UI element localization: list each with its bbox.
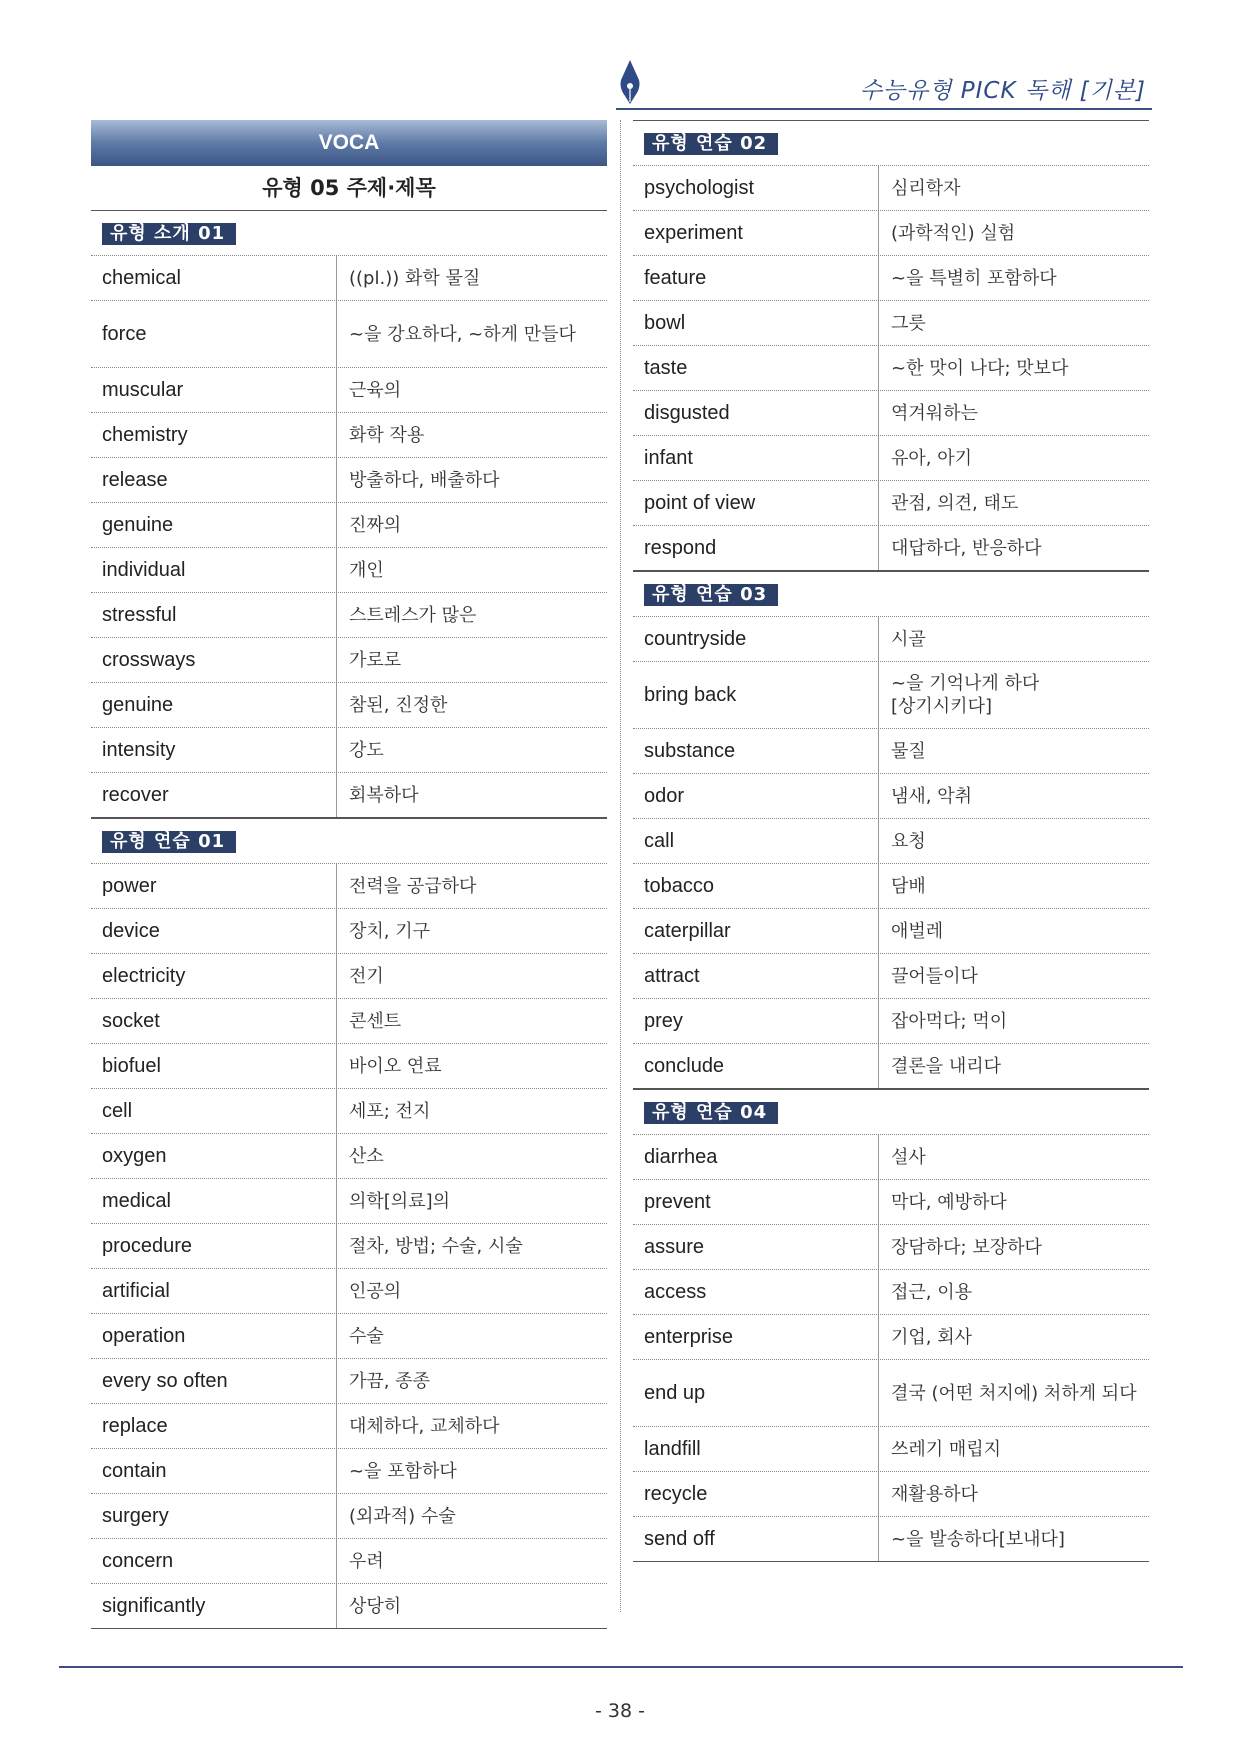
vocab-meaning: 상당히 <box>349 1595 402 1617</box>
vocab-row <box>633 211 1149 256</box>
vocab-meaning: 수술 <box>349 1325 384 1347</box>
vocab-word: surgery <box>91 1494 337 1538</box>
vocab-row <box>633 436 1149 481</box>
vocab-row <box>91 1404 607 1449</box>
vocab-meaning: 개인 <box>349 559 384 581</box>
vocab-row <box>91 1359 607 1404</box>
vocab-word: medical <box>91 1179 337 1223</box>
footer-rule <box>59 1666 1183 1668</box>
vocab-row <box>633 391 1149 436</box>
vocab-meaning: 요청 <box>891 830 926 852</box>
vocab-meaning: 가끔, 종종 <box>349 1370 430 1392</box>
section-header <box>91 211 607 256</box>
vocab-meaning: ~을 포함하다 <box>349 1460 457 1482</box>
vocab-row <box>633 617 1149 662</box>
vocab-word: countryside <box>633 617 879 661</box>
vocab-word: point of view <box>633 481 879 525</box>
vocab-meaning: 전력을 공급하다 <box>349 875 477 897</box>
vocab-meaning: ~을 강요하다, ~하게 만들다 <box>349 323 576 345</box>
vocab-word: socket <box>91 999 337 1043</box>
vocab-row <box>633 346 1149 391</box>
vocab-meaning: ~을 발송하다[보내다] <box>891 1528 1065 1550</box>
vocab-meaning: 막다, 예방하다 <box>891 1191 1007 1213</box>
vocab-meaning: (외과적) 수술 <box>349 1505 456 1527</box>
vocab-word: tobacco <box>633 864 879 908</box>
vocab-meaning: 회복하다 <box>349 784 419 806</box>
vocab-word: caterpillar <box>633 909 879 953</box>
vocab-meaning: (과학적인) 실험 <box>891 222 1016 244</box>
vocab-meaning: 화학 작용 <box>349 424 425 446</box>
vocab-row <box>633 774 1149 819</box>
page-number: - 38 - <box>595 1700 645 1722</box>
vocab-meaning: 스트레스가 많은 <box>349 604 477 626</box>
vocab-meaning: 대답하다, 반응하다 <box>891 537 1042 559</box>
vocab-row <box>633 1180 1149 1225</box>
vocab-word: disgusted <box>633 391 879 435</box>
vocab-word: intensity <box>91 728 337 772</box>
vocab-row <box>91 1539 607 1584</box>
vocab-word: significantly <box>91 1584 337 1628</box>
unit-title: 유형 05 주제·제목 <box>91 166 607 211</box>
vocab-meaning: 가로로 <box>349 649 402 671</box>
vocab-meaning: 쓰레기 매립지 <box>891 1438 1002 1460</box>
section-header <box>633 120 1149 166</box>
vocab-row <box>633 1427 1149 1472</box>
vocab-word: send off <box>633 1517 879 1561</box>
vocab-word: genuine <box>91 503 337 547</box>
vocab-meaning: 심리학자 <box>891 177 961 199</box>
vocab-row <box>633 301 1149 346</box>
vocab-word: chemical <box>91 256 337 300</box>
vocab-word: procedure <box>91 1224 337 1268</box>
vocab-row <box>91 638 607 683</box>
vocab-word: individual <box>91 548 337 592</box>
vocab-meaning: 잡아먹다; 먹이 <box>891 1010 1008 1032</box>
vocab-meaning: 장담하다; 보장하다 <box>891 1236 1042 1258</box>
vocab-word: bowl <box>633 301 879 345</box>
section-label: 유형 연습 03 <box>644 584 778 606</box>
vocab-row <box>91 1584 607 1629</box>
vocab-meaning: 전기 <box>349 965 384 987</box>
vocab-word: release <box>91 458 337 502</box>
vocab-meaning: 결국 (어떤 처지에) 처하게 되다 <box>891 1382 1137 1404</box>
vocab-meaning: ((pl.)) 화학 물질 <box>349 267 481 289</box>
vocab-word: operation <box>91 1314 337 1358</box>
voca-banner: VOCA <box>91 120 607 166</box>
vocab-meaning: 결론을 내리다 <box>891 1055 1002 1077</box>
vocab-row <box>633 909 1149 954</box>
vocab-row <box>633 1225 1149 1270</box>
vocab-meaning: 애벌레 <box>891 920 944 942</box>
vocab-word: bring back <box>633 662 879 728</box>
vocab-meaning: 바이오 연료 <box>349 1055 442 1077</box>
vocab-meaning: 강도 <box>349 739 384 761</box>
vocab-meaning: 역겨워하는 <box>891 402 978 424</box>
vocab-meaning: 재활용하다 <box>891 1483 978 1505</box>
vocab-row <box>91 368 607 413</box>
vocab-meaning: 설사 <box>891 1146 926 1168</box>
vocab-meaning: 방출하다, 배출하다 <box>349 469 500 491</box>
vocab-row <box>633 1044 1149 1089</box>
vocab-word: respond <box>633 526 879 570</box>
vocab-meaning: 물질 <box>891 740 926 762</box>
vocab-row <box>91 773 607 818</box>
vocab-meaning: 대체하다, 교체하다 <box>349 1415 500 1437</box>
vocab-word: device <box>91 909 337 953</box>
section-label: 유형 소개 01 <box>102 223 236 245</box>
vocab-word: crossways <box>91 638 337 682</box>
vocab-word: conclude <box>633 1044 879 1088</box>
vocab-word: experiment <box>633 211 879 255</box>
vocab-meaning: 콘센트 <box>349 1010 402 1032</box>
vocab-meaning: 시골 <box>891 628 926 650</box>
vocab-row <box>91 503 607 548</box>
vocab-row <box>91 1224 607 1269</box>
left-column <box>91 120 607 1629</box>
section-label: 유형 연습 01 <box>102 831 236 853</box>
vocab-word: genuine <box>91 683 337 727</box>
vocab-word: substance <box>633 729 879 773</box>
vocab-row <box>633 1472 1149 1517</box>
vocab-row <box>91 864 607 909</box>
vocab-row <box>91 1089 607 1134</box>
vocab-row <box>91 728 607 773</box>
vocab-word: landfill <box>633 1427 879 1471</box>
vocab-word: stressful <box>91 593 337 637</box>
section-header <box>633 571 1149 617</box>
vocab-word: end up <box>633 1360 879 1426</box>
vocab-row <box>91 1314 607 1359</box>
vocab-meaning: 접근, 이용 <box>891 1281 972 1303</box>
vocab-meaning: 진짜의 <box>349 514 402 536</box>
vocab-meaning: 담배 <box>891 875 926 897</box>
vocab-row <box>91 1134 607 1179</box>
vocab-word: power <box>91 864 337 908</box>
section-label: 유형 연습 04 <box>644 1102 778 1124</box>
vocab-row <box>91 909 607 954</box>
vocab-row <box>91 256 607 301</box>
section-header <box>91 818 607 864</box>
vocab-row <box>633 256 1149 301</box>
vocab-word: odor <box>633 774 879 818</box>
vocab-word: enterprise <box>633 1315 879 1359</box>
vocab-word: electricity <box>91 954 337 998</box>
vocab-word: replace <box>91 1404 337 1448</box>
vocab-meaning: 인공의 <box>349 1280 402 1302</box>
vocab-row <box>91 954 607 999</box>
vocab-meaning: 유아, 아기 <box>891 447 972 469</box>
vocab-row <box>91 413 607 458</box>
vocab-word: diarrhea <box>633 1135 879 1179</box>
vocab-row <box>633 1360 1149 1427</box>
vocab-row <box>633 1315 1149 1360</box>
vocab-word: infant <box>633 436 879 480</box>
vocab-row <box>91 1494 607 1539</box>
vocab-meaning: ~한 맛이 나다; 맛보다 <box>891 357 1069 379</box>
vocab-word: prevent <box>633 1180 879 1224</box>
vocab-row <box>91 548 607 593</box>
vocab-word: concern <box>91 1539 337 1583</box>
vocab-word: artificial <box>91 1269 337 1313</box>
fountain-pen-icon <box>615 58 645 108</box>
vocab-row <box>633 864 1149 909</box>
vocab-row <box>633 166 1149 211</box>
vocab-row <box>91 683 607 728</box>
vocab-row <box>633 729 1149 774</box>
vocab-meaning: 산소 <box>349 1145 384 1167</box>
vocab-meaning: 참된, 진정한 <box>349 694 448 716</box>
vocab-word: access <box>633 1270 879 1314</box>
right-column <box>633 120 1149 1562</box>
vocab-row <box>91 1179 607 1224</box>
vocab-meaning: 끌어들이다 <box>891 965 978 987</box>
vocab-word: cell <box>91 1089 337 1133</box>
vocab-meaning: 냄새, 악취 <box>891 785 972 807</box>
vocab-row <box>91 999 607 1044</box>
vocab-row <box>633 999 1149 1044</box>
vocab-word: force <box>91 301 337 367</box>
column-divider <box>620 120 621 1612</box>
vocab-meaning: 근육의 <box>349 379 402 401</box>
vocab-row <box>633 662 1149 729</box>
header-rule <box>616 108 1152 110</box>
vocab-row <box>633 1270 1149 1315</box>
section-label: 유형 연습 02 <box>644 133 778 155</box>
section-header <box>633 1089 1149 1135</box>
vocab-row <box>91 1269 607 1314</box>
vocab-word: contain <box>91 1449 337 1493</box>
vocab-row <box>633 954 1149 999</box>
vocab-row <box>91 1449 607 1494</box>
vocab-meaning: 관점, 의견, 태도 <box>891 492 1019 514</box>
vocab-word: taste <box>633 346 879 390</box>
vocab-row <box>633 819 1149 864</box>
vocab-word: prey <box>633 999 879 1043</box>
vocab-meaning: ~을 특별히 포함하다 <box>891 267 1057 289</box>
vocab-row <box>91 1044 607 1089</box>
vocab-meaning: 세포; 전지 <box>349 1100 431 1122</box>
book-brand-title: 수능유형 PICK 독해 [기본] <box>859 78 1146 104</box>
vocab-meaning: 우려 <box>349 1550 384 1572</box>
vocab-word: oxygen <box>91 1134 337 1178</box>
vocab-word: assure <box>633 1225 879 1269</box>
vocab-meaning: 기업, 회사 <box>891 1326 972 1348</box>
vocab-row <box>633 1135 1149 1180</box>
vocab-word: chemistry <box>91 413 337 457</box>
vocab-row <box>633 481 1149 526</box>
vocab-meaning: ~을 기억나게 하다[상기시키다] <box>891 673 1040 717</box>
vocab-row <box>91 458 607 503</box>
vocab-row <box>633 1517 1149 1562</box>
vocab-word: recycle <box>633 1472 879 1516</box>
vocab-word: biofuel <box>91 1044 337 1088</box>
vocab-word: recover <box>91 773 337 817</box>
vocab-row <box>91 301 607 368</box>
vocab-meaning: 절차, 방법; 수술, 시술 <box>349 1235 523 1257</box>
vocab-word: call <box>633 819 879 863</box>
vocab-word: every so often <box>91 1359 337 1403</box>
vocab-word: muscular <box>91 368 337 412</box>
vocab-meaning: 장치, 기구 <box>349 920 430 942</box>
vocab-word: feature <box>633 256 879 300</box>
vocab-meaning: 의학[의료]의 <box>349 1190 450 1212</box>
vocab-meaning: 그릇 <box>891 312 926 334</box>
vocab-row <box>633 526 1149 571</box>
vocab-word: psychologist <box>633 166 879 210</box>
vocab-word: attract <box>633 954 879 998</box>
vocab-row <box>91 593 607 638</box>
